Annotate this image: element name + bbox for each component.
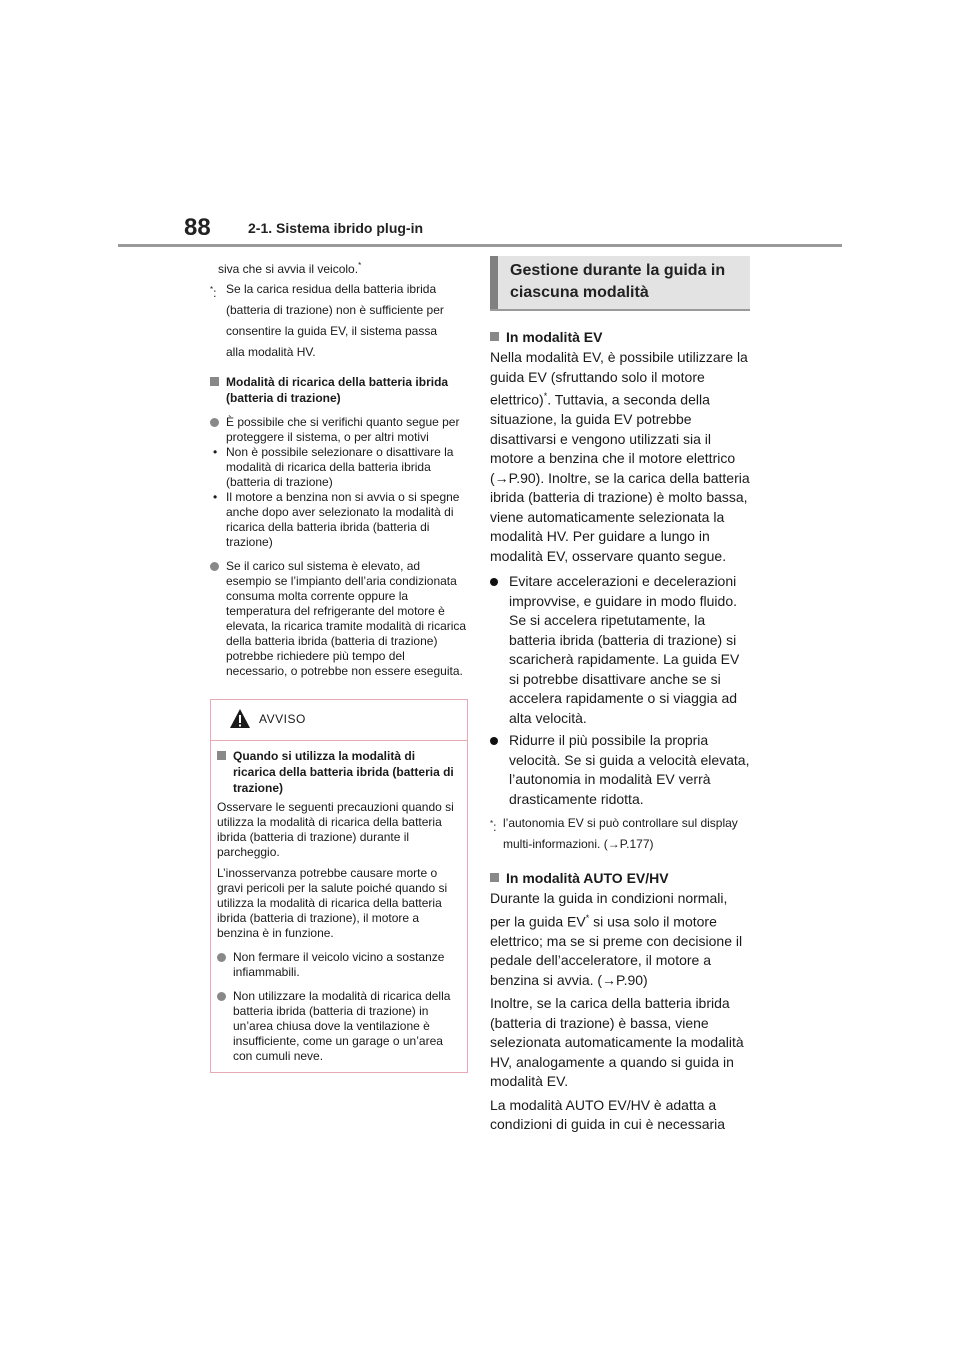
bullet-item: È possibile che si verifichi quanto segue per proteggere il sistema, o per altri motivi xyxy=(210,415,468,445)
warning-paragraph: Osservare le seguenti precauzioni quando si utilizza la modalità di ricarica della batteria ibrida (batteria di trazione) durante il parcheggio. xyxy=(217,800,454,859)
warning-triangle-icon xyxy=(229,708,251,730)
warning-heading: Quando si utilizza la modalità di ricarica della batteria ibrida (batteria di trazione) xyxy=(217,748,461,796)
footnote-mark: *: xyxy=(210,285,217,300)
footnote-continuation: siva che si avvia il veicolo.* xyxy=(218,261,362,276)
page-number: 88 xyxy=(184,214,211,241)
footnote-line: Se la carica residua della batteria ibrida xyxy=(226,282,437,296)
square-bullet-icon xyxy=(490,332,499,341)
ev-bullet: Ridurre il più possibile la propria velocità. Se si guida a velocità elevata, l’autonomia in modalità EV verrà drasticamente ridotta. xyxy=(490,731,750,809)
round-bullet-icon xyxy=(490,578,498,586)
round-bullet-icon xyxy=(490,737,498,745)
round-bullet-icon xyxy=(210,562,219,571)
warning-bullet: Non fermare il veicolo vicino a sostanze infiammabili. xyxy=(217,950,461,980)
footnote-mark: *: xyxy=(490,819,497,835)
warning-bullet: Non utilizzare la modalità di ricarica della batteria ibrida (batteria di trazione) in un’area chiusa dove la ventilazione è insufficiente, come un garage o un’area con cumuli neve. xyxy=(217,989,461,1064)
square-bullet-icon xyxy=(490,873,499,882)
warning-label: AVVISO xyxy=(259,712,306,726)
section-title: 2-1. Sistema ibrido plug-in xyxy=(248,220,424,236)
heading-ev-mode: In modalità EV xyxy=(490,328,750,346)
right-column xyxy=(490,256,750,1135)
sub-list-item: • Il motore a benzina non si avvia o si spegne anche dopo aver selezionato la modalità di ricarica della batteria ibrida (batteria di trazione) xyxy=(213,490,460,549)
section-banner: Gestione durante la guida in ciascuna modalità xyxy=(490,256,750,309)
round-bullet-icon xyxy=(217,953,226,962)
sub-list xyxy=(210,445,468,550)
footnote-line: consentire la guida EV, il sistema passa xyxy=(226,324,438,338)
round-bullet-icon xyxy=(210,418,219,427)
warning-paragraph: L’inosservanza potrebbe causare morte o gravi pericoli per la salute poiché quando si utilizza la modalità di ricarica della batteria ibrida (batteria di trazione), il motore a benzina è in funzione. xyxy=(217,866,448,940)
warning-header xyxy=(211,700,467,741)
bullet-item: Se il carico sul sistema è elevato, ad esempio se l’impianto dell’aria condizionata consuma molta corrente oppure la temperatura del refrigerante del motore è elevata, la ricarica tramite modalità di ricarica della batteria ibrida (batteria di trazione) potrebbe richiedere più tempo del necessario, o potrebbe non essere eseguita. xyxy=(210,559,468,679)
ev-footnote: *: l’autonomia EV si può controllare sul display multi-informazioni. (→P.177) xyxy=(490,813,750,855)
banner-rule xyxy=(490,309,750,311)
auto-paragraph: La modalità AUTO EV/HV è adatta a condizioni di guida in cui è necessaria xyxy=(490,1096,726,1133)
footnote-line: alla modalità HV. xyxy=(226,345,316,359)
ev-paragraph: Nella modalità EV, è possibile utilizzare la guida EV (sfruttando solo il motore elettrico)*. Tuttavia, a seconda della situazione, la guida EV potrebbe disattivarsi e vengono utilizzati sia il motore a benzina che il motore elettrico (→P.90). Inoltre, se la carica della batteria ibrida (batteria di trazione) è molto bassa, viene automaticamente selezionata la modalità HV. Per guidare a lungo in modalità EV, osservare quanto segue. xyxy=(490,349,750,564)
ev-bullet: Evitare accelerazioni e decelerazioni improvvise, e guidare in modo fluido. Se si accelera ripetutamente, la batteria ibrida (batteria di trazione) si scaricherà rapidamente. La guida EV si potrebbe disattivare anche se si accelera rapidamente o si viaggia ad alta velocità. xyxy=(490,572,750,728)
footnote xyxy=(210,280,468,362)
left-column xyxy=(210,256,468,1073)
round-bullet-icon xyxy=(217,992,226,1001)
square-bullet-icon xyxy=(217,751,226,760)
auto-paragraph: Durante la guida in condizioni normali, per la guida EV* si usa solo il motore elettrico; ma se si preme con decisione il pedale dell’acceleratore, il motore a benzina si avvia. (→P.90) xyxy=(490,890,743,988)
sub-list-item: • Non è possibile selezionare o disattivare la modalità di ricarica della batteria ibrida (batteria di trazione) xyxy=(213,445,454,489)
warning-box xyxy=(210,699,468,1073)
heading-charge-mode: Modalità di ricarica della batteria ibrida (batteria di trazione) xyxy=(210,374,468,406)
square-bullet-icon xyxy=(210,377,219,386)
heading-auto-mode: In modalità AUTO EV/HV xyxy=(490,869,750,887)
footnote-line: (batteria di trazione) non è sufficiente per xyxy=(226,303,444,317)
warning-body xyxy=(211,748,467,1064)
header-rule xyxy=(118,244,842,247)
auto-paragraph: Inoltre, se la carica della batteria ibrida (batteria di trazione) è bassa, viene selezionata automaticamente la modalità HV, analogamente a quando si guida in modalità EV. xyxy=(490,995,744,1090)
